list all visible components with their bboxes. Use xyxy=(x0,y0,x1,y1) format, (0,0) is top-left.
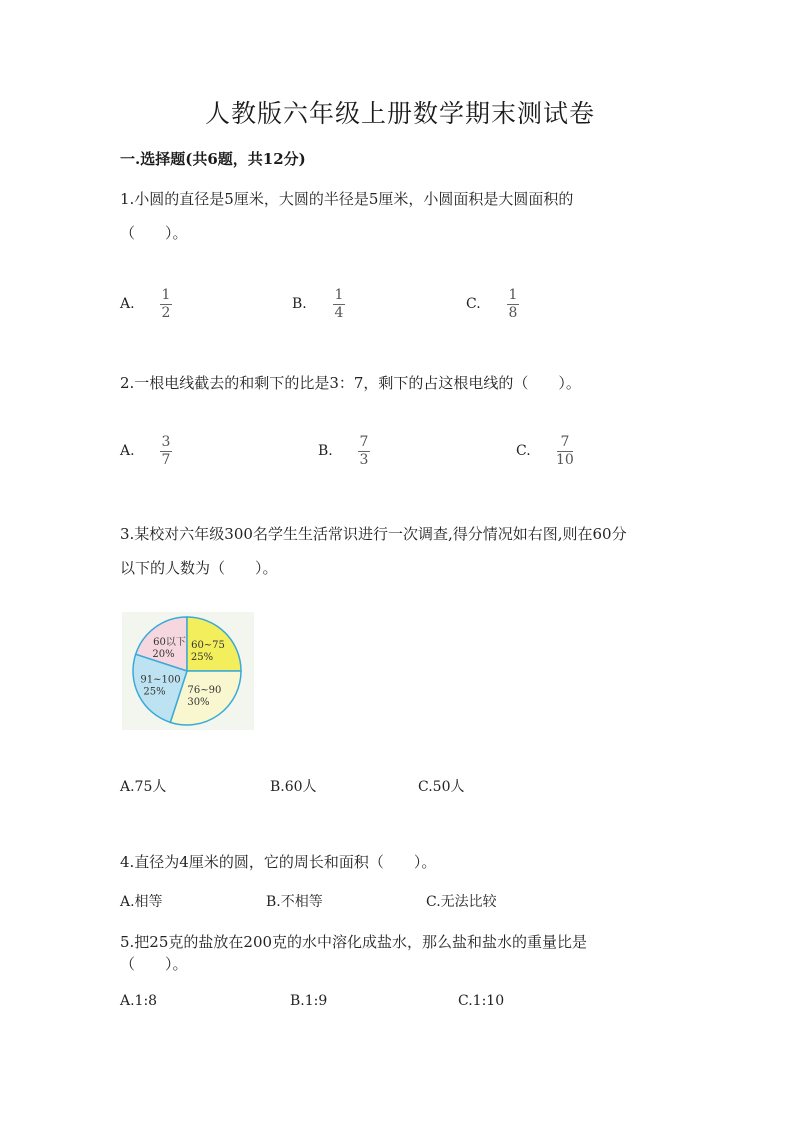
question-5-blank: （ ）。 xyxy=(120,955,188,973)
question-1-text: 1.小圆的直径是5厘米，大圆的半径是5厘米，小圆面积是大圆面积的 xyxy=(120,190,574,208)
denominator: 7 xyxy=(161,452,171,468)
denominator: 2 xyxy=(161,305,171,321)
q1-option-c-label: C. xyxy=(466,296,481,312)
q4-option-b: B.不相等 xyxy=(266,894,323,910)
question-2-text: 2.一根电线截去的和剩下的比是3：7，剩下的占这根电线的（ ）。 xyxy=(120,374,581,392)
q2-option-a-fraction xyxy=(160,434,172,469)
pie-slice-percent: 25% xyxy=(143,686,166,698)
page-title: 人教版六年级上册数学期末测试卷 xyxy=(204,99,595,128)
pie-slice-label: 60以下 xyxy=(153,636,186,648)
denominator: 10 xyxy=(556,452,574,468)
q5-option-c: C.1:10 xyxy=(458,993,505,1009)
q5-option-b: B.1:9 xyxy=(290,993,328,1009)
numerator: 1 xyxy=(334,287,344,303)
section-heading: 一.选择题(共6题，共12分) xyxy=(120,150,306,168)
q1-option-b-fraction xyxy=(333,287,345,322)
numerator: 3 xyxy=(161,434,171,450)
q2-option-c-label: C. xyxy=(516,443,531,459)
pie-slice-label: 76~90 xyxy=(187,685,222,697)
pie-chart xyxy=(122,612,254,730)
q3-option-c: C.50人 xyxy=(418,779,465,795)
question-3-text: 3.某校对六年级300名学生生活常识进行一次调查,得分情况如右图,则在60分 xyxy=(120,525,627,543)
question-3-text-line2: 以下的人数为（ ）。 xyxy=(120,559,278,577)
q4-option-c: C.无法比较 xyxy=(426,894,497,910)
question-5-text: 5.把25克的盐放在200克的水中溶化成盐水，那么盐和盐水的重量比是 xyxy=(120,933,588,951)
q3-option-a: A.75人 xyxy=(120,779,167,795)
pie-slice-label: 60~75 xyxy=(191,639,225,651)
q2-option-a-label: A. xyxy=(120,443,135,459)
q1-option-a-label: A. xyxy=(120,296,135,312)
question-4-text: 4.直径为4厘米的圆，它的周长和面积（ ）。 xyxy=(120,853,437,871)
q2-option-c-fraction xyxy=(556,434,574,469)
denominator: 8 xyxy=(508,305,518,321)
q1-option-c-fraction xyxy=(507,287,519,322)
q4-option-a: A.相等 xyxy=(120,894,163,910)
denominator: 3 xyxy=(359,452,369,468)
pie-slice-percent: 20% xyxy=(152,648,175,660)
pie-slice-percent: 30% xyxy=(187,697,210,709)
q2-option-b-label: B. xyxy=(318,443,333,459)
pie-slice-label: 91~100 xyxy=(140,674,181,686)
numerator: 1 xyxy=(508,287,518,303)
q1-option-a-fraction xyxy=(160,287,172,322)
q3-option-b: B.60人 xyxy=(270,779,317,795)
question-1-blank: （ ）。 xyxy=(120,224,188,242)
pie-chart-figure xyxy=(122,612,254,730)
numerator: 7 xyxy=(560,434,570,450)
numerator: 1 xyxy=(161,287,171,303)
denominator: 4 xyxy=(334,305,344,321)
pie-slice-percent: 25% xyxy=(190,651,214,663)
numerator: 7 xyxy=(359,434,369,450)
q1-option-b-label: B. xyxy=(292,296,307,312)
q2-option-b-fraction xyxy=(358,434,370,469)
q5-option-a: A.1:8 xyxy=(120,993,158,1009)
